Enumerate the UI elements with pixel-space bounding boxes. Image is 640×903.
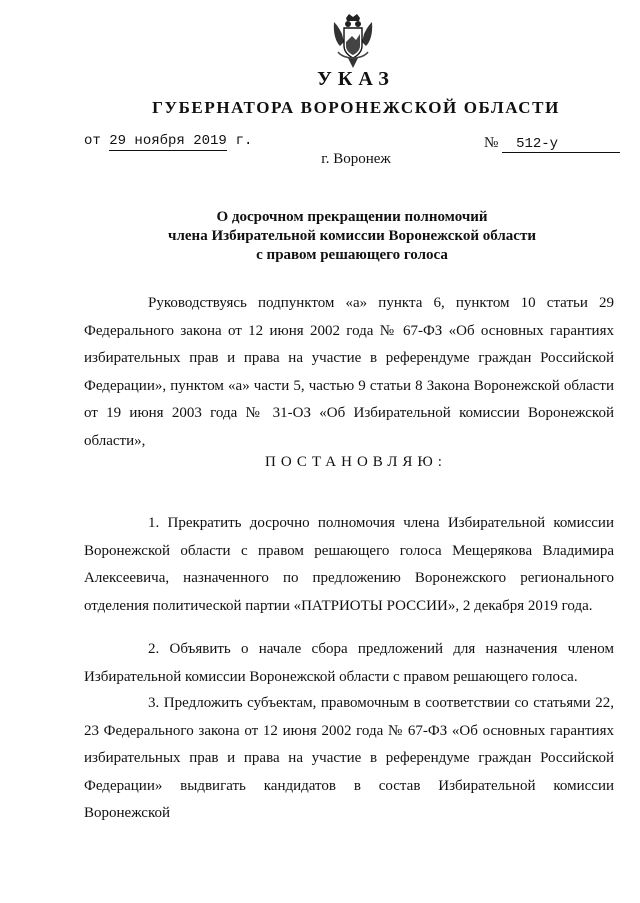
item-paragraph: 2. Объявить о начале сбора предложений для назначения членом Избирательной комиссии Воронежской области с правом решающего голоса.: [84, 641, 614, 685]
preamble-paragraph: Руководствуясь подпунктом «а» пункта 6, пунктом 10 статьи 29 Федерального закона от 12 июня 2002 года № 67-ФЗ «Об основных гарантиях избирательных прав и права на участие в референдуме граждан Российской Федерации», пунктом «а» части 5, частью 9 статьи 8 Закона Воронежской области от 19 июня 2003 года № 31-ОЗ «Об Избирательной комиссии Воронежской области»,: [84, 295, 614, 449]
city-name: г. Воронеж: [321, 151, 391, 167]
date-prefix: от: [84, 133, 101, 149]
decree-number: 512-у: [502, 136, 620, 153]
number-label: №: [484, 135, 499, 151]
decree-date: 29 ноября 2019: [109, 133, 227, 149]
date-line: [84, 133, 252, 151]
issuer-title: ГУБЕРНАТОРА ВОРОНЕЖСКОЙ ОБЛАСТИ: [152, 98, 560, 117]
document-type-title: УКАЗ: [317, 68, 395, 90]
heading-line: с правом решающего голоса: [256, 247, 448, 263]
decree-word: ПОСТАНОВЛЯЮ:: [265, 454, 447, 470]
date-suffix: г.: [235, 133, 253, 149]
item-paragraph: 1. Прекратить досрочно полномочия члена Избирательной комиссии Воронежской области с правом решающего голоса Мещерякова Владимира Алексеевича, назначенного по предложению Воронежского регионального отделения политической партии «ПАТРИОТЫ РОССИИ», 2 декабря 2019 года.: [84, 515, 614, 614]
voronezh-coat-of-arms-icon: [330, 12, 376, 70]
heading-line: О досрочном прекращении полномочий: [216, 209, 488, 225]
heading-line: члена Избирательной комиссии Воронежской области: [168, 228, 536, 244]
decree-heading: [32, 208, 640, 265]
item-paragraph: 3. Предложить субъектам, правомочным в соответствии со статьями 22, 23 Федерального закона от 12 июня 2002 года № 67-ФЗ «Об основных гарантиях избирательных прав и права на участие в референдуме граждан Российской Федерации» выдвигать кандидатов в состав Избирательной комиссии Воронежской: [84, 695, 614, 821]
